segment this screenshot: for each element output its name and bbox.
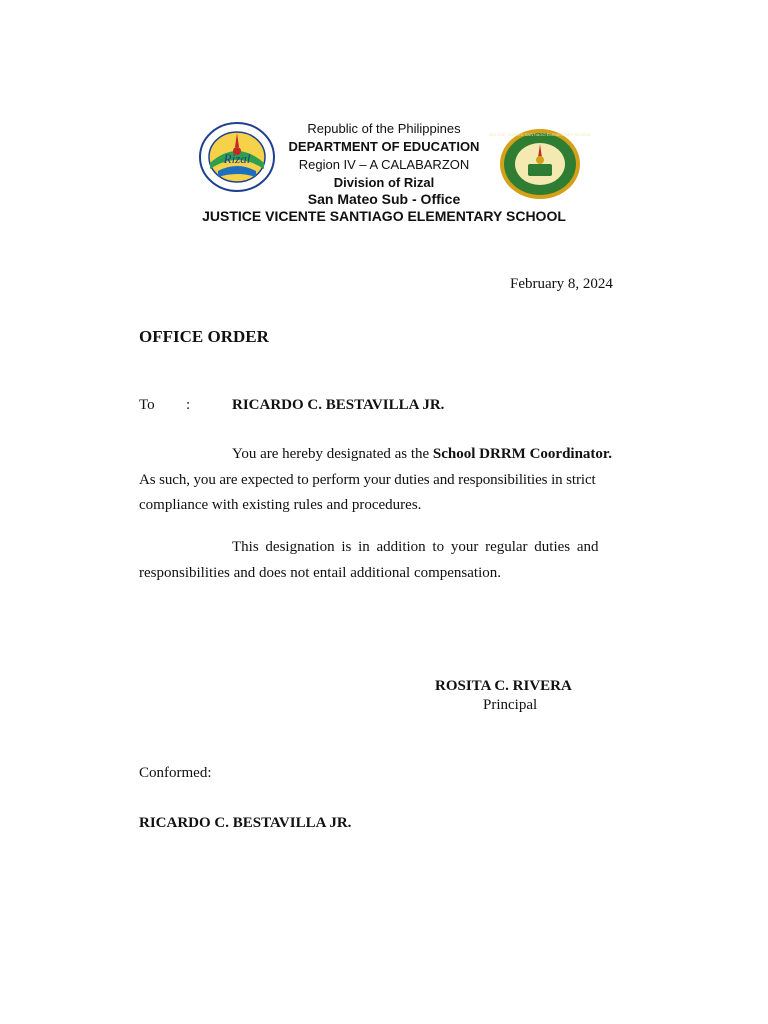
school-seal-logo <box>488 128 592 200</box>
conformed-name: RICARDO C. BESTAVILLA JR. <box>139 815 352 831</box>
to-label: To <box>139 397 155 413</box>
recipient-name: RICARDO C. BESTAVILLA JR. <box>232 397 445 413</box>
conformed-label: Conformed: <box>139 765 212 781</box>
to-colon: : <box>186 397 191 413</box>
paragraph-1-line-1 <box>232 446 612 463</box>
designation-title: School DRRM Coordinator. <box>432 446 612 462</box>
signatory-position: Principal <box>483 697 538 713</box>
header-department: DEPARTMENT OF EDUCATION <box>288 139 480 154</box>
paragraph-2-line-2: responsibilities and does not entail additional compensation. <box>139 565 502 581</box>
svg-text:Rizal: Rizal <box>223 151 251 166</box>
paragraph-1-line-3: compliance with existing rules and procedures. <box>139 497 422 513</box>
header-school-name: JUSTICE VICENTE SANTIAGO ELEMENTARY SCHOOL <box>202 208 566 224</box>
header-republic: Republic of the Philippines <box>307 121 461 136</box>
header-sub-office: San Mateo Sub - Office <box>307 191 461 207</box>
paragraph-1-line-2: As such, you are expected to perform your duties and responsibilities in strict <box>139 472 596 488</box>
letter-date: February 8, 2024 <box>510 276 613 292</box>
header-division: Division of Rizal <box>333 175 435 190</box>
document-title: OFFICE ORDER <box>139 327 269 346</box>
signatory-name: ROSITA C. RIVERA <box>435 678 572 694</box>
paragraph-1-lead: You are hereby designated as the <box>232 446 433 462</box>
header-region: Region IV – A CALABARZON <box>298 157 470 172</box>
svg-text:JUSTICE VICENTE SANTIAGO ELEME: JUSTICE VICENTE SANTIAGO ELEMENTARY SCHOOL <box>488 132 592 137</box>
paragraph-2-line-1: This designation is in addition to your regular duties and <box>232 539 599 555</box>
